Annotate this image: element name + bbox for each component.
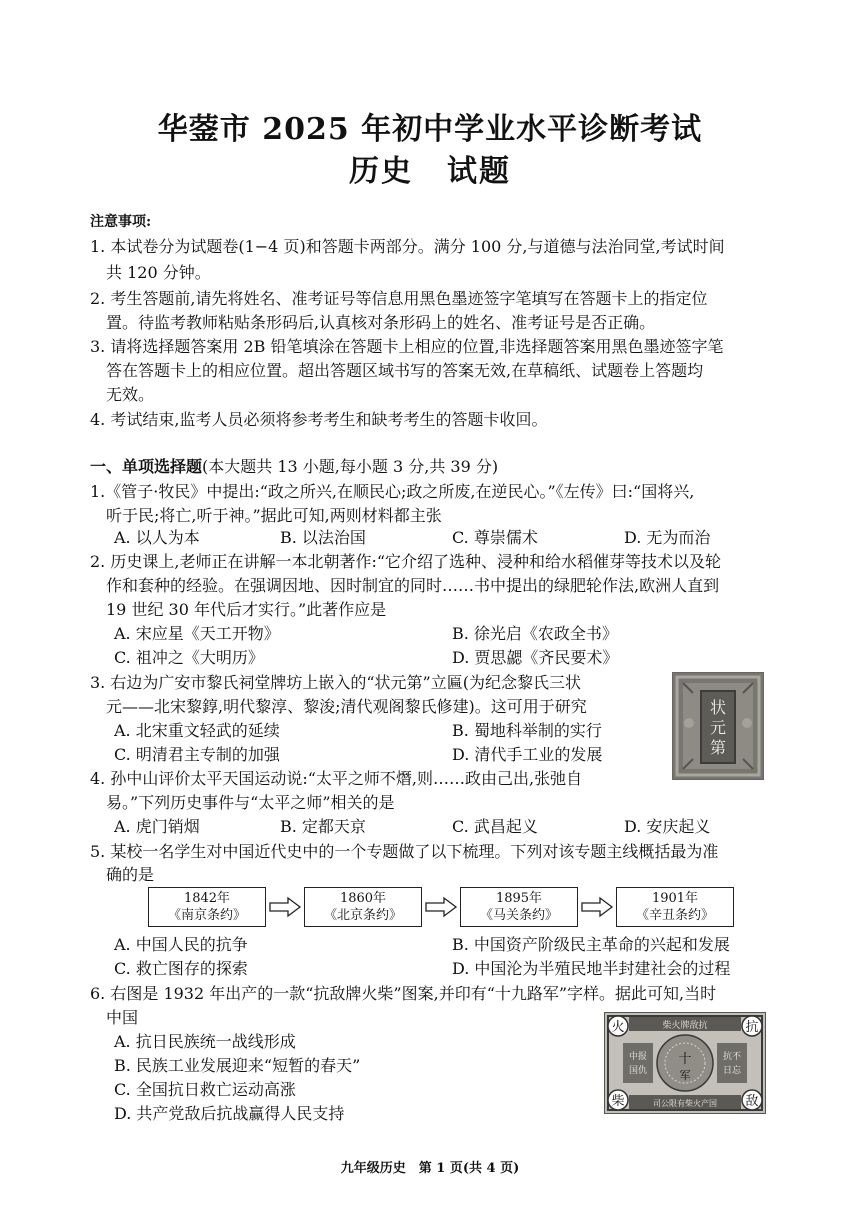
flow-arrow-icon: [424, 896, 458, 918]
q4-option-b: B. 定都天京: [280, 817, 366, 836]
flow-arrow-icon: [268, 896, 302, 918]
q1-option-b: B. 以法治国: [280, 528, 366, 547]
label-left-text-1: 中报: [628, 1052, 648, 1062]
flow-step-year: 1901年: [651, 891, 699, 906]
label-left-text-2: 国仇: [628, 1066, 648, 1076]
notice-item-2-line-1: 2. 考生答题前,请先将姓名、准考证号等信息用黑色墨迹签字笔填写在答题卡上的指定位: [90, 289, 708, 308]
q4-stem-line-1: 4. 孙中山评价太平天国运动说:“太平之师不熸,则……政由己出,张弛自: [90, 769, 583, 788]
q4-option-c: C. 武昌起义: [452, 817, 538, 836]
notice-item-1-line-1: 1. 本试卷分为试题卷(1−4 页)和答题卡两部分。满分 100 分,与道德与法治同堂,考试时间: [90, 237, 725, 256]
q6-stem-line-2: 中国: [106, 1008, 139, 1027]
section-heading-desc: (本大题共 13 小题,每小题 3 分,共 39 分): [202, 457, 499, 476]
plaque-char-2: 元: [709, 718, 727, 737]
notice-item-3-line-1: 3. 请将选择题答案用 2B 铅笔填涂在答题卡上相应的位置,非选择题答案用黑色墨迹签字笔: [90, 337, 724, 356]
flow-step-year: 1895年: [495, 891, 543, 906]
q1-stem-line-1: 1.《管子·牧民》中提出:“政之所兴,在顺民心;政之所废,在逆民心。”《左传》曰:“国将兴,: [90, 482, 695, 501]
notice-item-1-line-2: 共 120 分钟。: [106, 263, 211, 282]
q5-option-d: D. 中国沦为半殖民地半封建社会的过程: [452, 959, 731, 978]
q1-stem-line-2: 听于民;将亡,听于神。”据此可知,两则材料都主张: [106, 506, 442, 525]
flow-step-year: 1860年: [339, 891, 387, 906]
flow-step-1901: [616, 887, 734, 927]
flow-step-treaty: 《马关条约》: [479, 908, 558, 923]
q4-option-a: A. 虎门销烟: [114, 817, 200, 836]
flow-step-treaty: 《南京条约》: [167, 908, 246, 923]
matchbox-label-image: [605, 1013, 765, 1113]
notice-heading: 注意事项:: [90, 214, 152, 230]
q2-stem-line-2: 作和套种的经验。在强调因地、因时制宜的同时……书中提出的绿肥轮作法,欧洲人直到: [106, 576, 720, 595]
label-bottom-band: 司公限有柴火产国: [653, 1099, 717, 1108]
q2-option-d: D. 贾思勰《齐民要术》: [452, 648, 619, 667]
q6-stem-line-1: 6. 右图是 1932 年出产的一款“抗敌牌火柴”图案,并印有“十九路军”字样。据此可知,当时: [90, 984, 717, 1003]
notice-item-4: 4. 考试结束,监考人员必须将参考考生和缺考考生的答题卡收回。: [90, 410, 548, 429]
q3-stem-line-2: 元——北宋黎錞,明代黎淳、黎浚;清代观阁黎氏修建)。这可用于研究: [106, 697, 587, 716]
flow-arrow-icon: [580, 896, 614, 918]
q6-option-c: C. 全国抗日救亡运动高涨: [114, 1080, 296, 1099]
kangdi-matchbox-label: [604, 1012, 766, 1114]
q5-stem-line-2: 确的是: [106, 865, 155, 884]
q3-option-d: D. 清代手工业的发展: [452, 745, 603, 764]
section-heading-bold: 一、单项选择题: [90, 457, 203, 476]
notice-item-3-line-3: 无效。: [106, 385, 155, 404]
q2-option-a: A. 宋应星《天工开物》: [114, 624, 280, 643]
q3-option-c: C. 明清君主专制的加强: [114, 745, 280, 764]
plaque-char-1: 状: [709, 698, 727, 717]
flow-step-1842: [148, 887, 266, 927]
q5-option-b: B. 中国资产阶级民主革命的兴起和发展: [452, 935, 730, 954]
q5-option-c: C. 救亡图存的探索: [114, 959, 248, 978]
q6-option-a: A. 抗日民族统一战线形成: [114, 1032, 296, 1051]
q6-option-b: B. 民族工业发展迎来“短暂的春天”: [114, 1056, 361, 1075]
flow-step-treaty: 《辛丑条约》: [635, 908, 714, 923]
section-heading: [90, 456, 498, 478]
q4-option-d: D. 安庆起义: [624, 817, 711, 836]
q1-option-a: A. 以人为本: [114, 528, 200, 547]
q3-option-b: B. 蜀地科举制的实行: [452, 721, 602, 740]
notice-item-2-line-2: 置。待监考教师粘贴条形码后,认真核对条形码上的姓名、准考证号是否正确。: [106, 313, 656, 332]
flow-step-1860: [304, 887, 422, 927]
plaque-char-3: 第: [709, 738, 727, 757]
flow-step-1895: [460, 887, 578, 927]
subject-label: 历史: [349, 154, 413, 189]
label-top-band: 柴火牌敌抗: [662, 1021, 708, 1031]
q4-stem-line-2: 易。”下列历史事件与“太平之师”相关的是: [106, 793, 395, 812]
plaque-image: [673, 673, 763, 779]
paper-label: 试题: [447, 154, 511, 189]
q6-option-d: D. 共产党敌后抗战赢得人民支持: [114, 1104, 345, 1123]
exam-title: 华蓥市 2025 年初中学业水平诊断考试: [157, 112, 703, 147]
q3-option-a: A. 北宋重文轻武的延续: [114, 721, 280, 740]
q1-option-c: C. 尊崇儒术: [452, 528, 538, 547]
q5-stem-line-1: 5. 某校一名学生对中国近代史中的一个专题做了以下梳理。下列对该专题主线概括最为准: [90, 842, 719, 861]
q2-option-c: C. 祖冲之《大明历》: [114, 648, 264, 667]
label-corner-tr: 抗: [745, 1020, 759, 1035]
page-footer: 九年级历史 第 1 页(共 4 页): [340, 1161, 520, 1176]
q2-stem-line-3: 19 世纪 30 年代后才实行。”此著作应是: [106, 600, 387, 619]
q2-option-b: B. 徐光启《农政全书》: [452, 624, 618, 643]
q5-option-a: A. 中国人民的抗争: [114, 935, 248, 954]
label-corner-br: 敌: [745, 1094, 759, 1109]
label-right-text-1: 抗不: [722, 1052, 742, 1062]
label-center-char-1: 十: [678, 1052, 692, 1067]
label-right-text-2: 日忘: [722, 1066, 742, 1076]
label-corner-tl: 火: [611, 1020, 625, 1035]
q3-stem-line-1: 3. 右边为广安市黎氏祠堂牌坊上嵌入的“状元第”立匾(为纪念黎氏三状: [90, 673, 581, 692]
exam-subject-title: [0, 146, 860, 190]
flow-step-year: 1842年: [183, 891, 231, 906]
notice-item-3-line-2: 答在答题卡上的相应位置。超出答题区域书写的答案无效,在草稿纸、试题卷上答题均: [106, 361, 704, 380]
zhuangyuandi-plaque-photo: [672, 672, 764, 780]
q2-stem-line-1: 2. 历史课上,老师正在讲解一本北朝著作:“它介绍了选种、浸种和给水稻催芽等技术以及轮: [90, 552, 722, 571]
label-center-char-2: 军: [679, 1069, 691, 1082]
flow-step-treaty: 《北京条约》: [323, 908, 402, 923]
label-corner-bl: 柴: [611, 1094, 625, 1109]
q1-option-d: D. 无为而治: [624, 528, 711, 547]
